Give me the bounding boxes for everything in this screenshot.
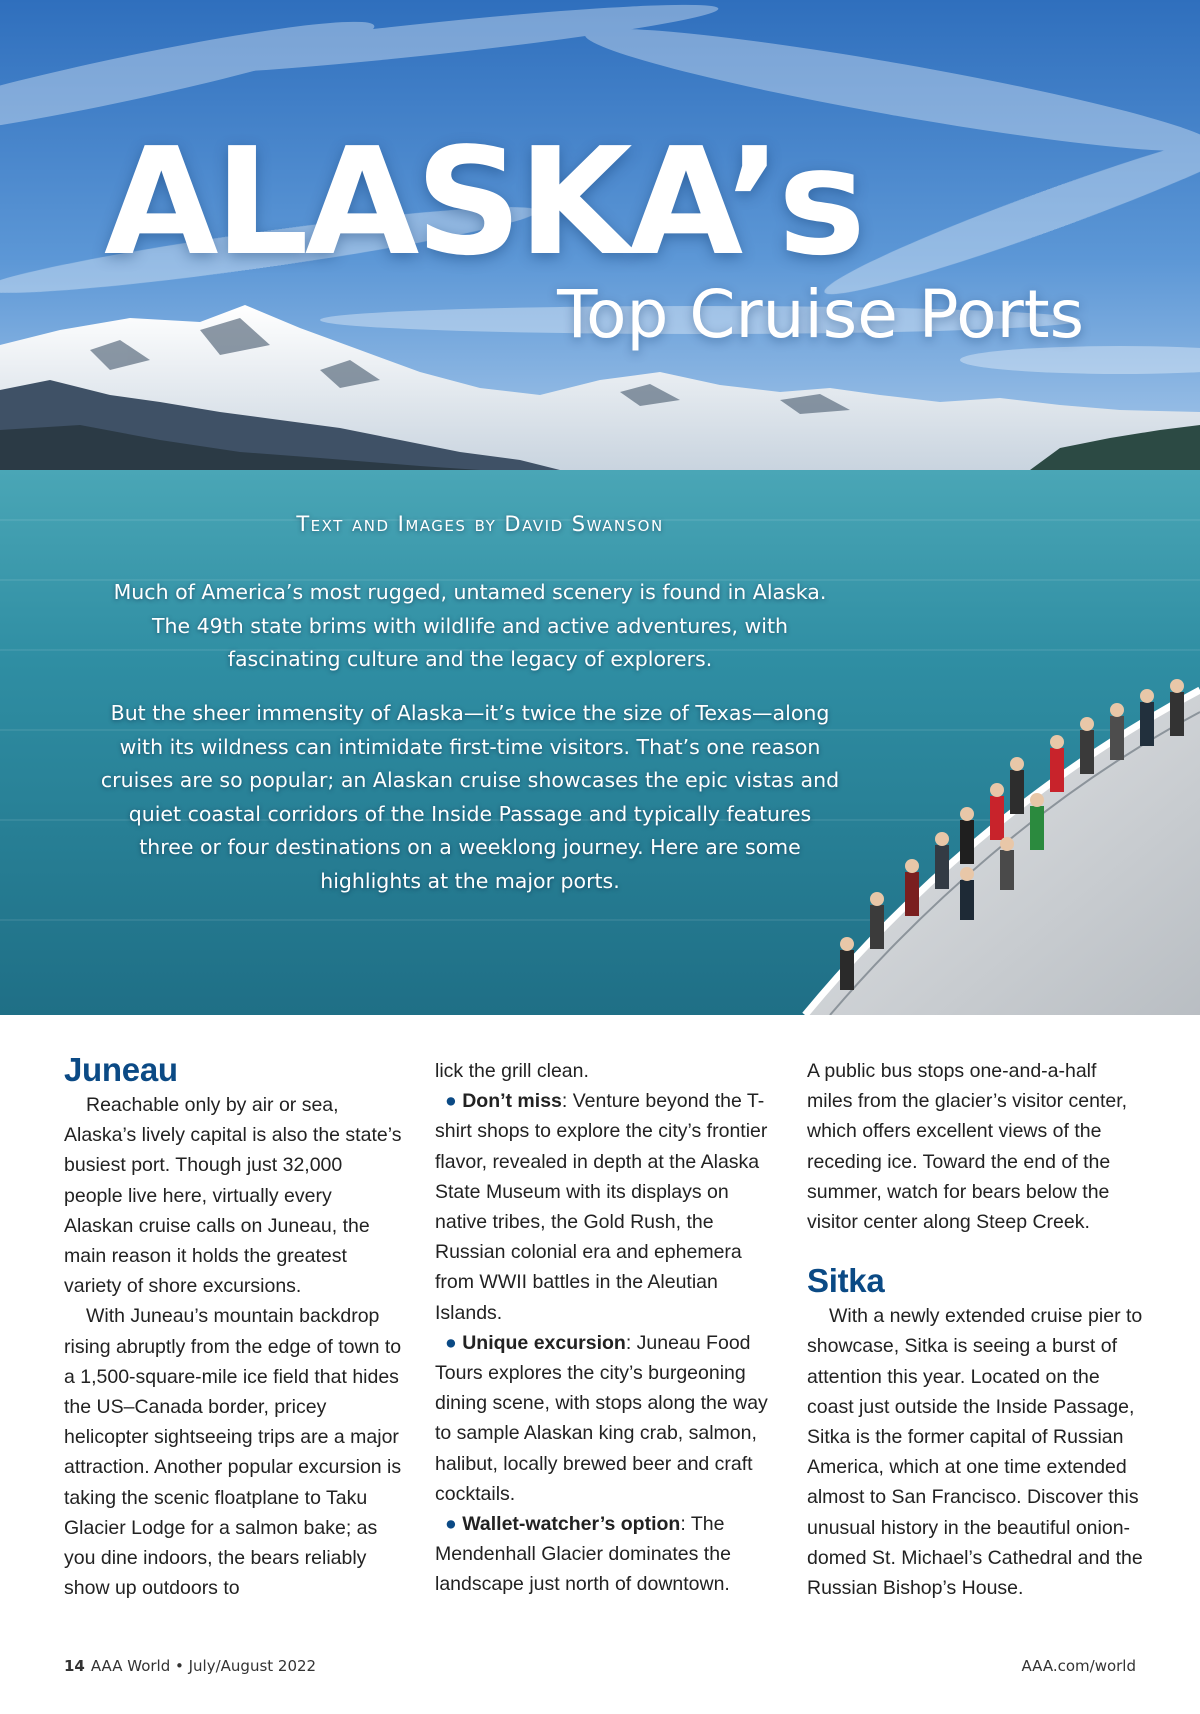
bullet-unique-excursion: [435, 1328, 775, 1509]
bullet-text: : The Mendenhall Glacier dominates the landscape just north of downtown.: [435, 1513, 731, 1596]
intro-paragraph: But the sheer immensity of Alaska—it’s twice the size of Texas—along with its wildness can intimidate first-time visitors. That’s one reason cruises are so popular; an Alaskan cruise showcases the epic vistas and quiet coastal corridors of the Inside Passage and typically features three or four destinations on a weeklong journey. Here are some highlights at the major ports.: [100, 701, 840, 893]
body-paragraph: A public bus stops one-and-a-half miles from the glacier’s visitor center, which offers excellent views of the receding ice. Toward the end of the summer, watch for bears below the visitor center along Steep Creek.: [807, 1060, 1128, 1234]
article-column-1: [64, 1050, 404, 1603]
bullet-label: Don’t miss: [462, 1090, 562, 1113]
section-heading-juneau: Juneau: [64, 1051, 178, 1088]
body-paragraph: lick the grill clean.: [435, 1060, 589, 1082]
page-number: 14: [64, 1657, 85, 1675]
body-paragraph: Reachable only by air or sea, Alaska’s lively capital is also the state’s busiest port. Though just 32,000 people live here, virtually every Alaskan cruise calls on Juneau, the main reason it holds the greatest variety of shore excursions.: [64, 1094, 402, 1298]
intro-paragraph: Much of America’s most rugged, untamed scenery is found in Alaska. The 49th state brims with wildlife and active adventures, with fascinating culture and the legacy of explorers.: [113, 580, 827, 671]
article-column-3: [807, 1056, 1147, 1603]
bullet-label: Wallet-watcher’s option: [462, 1513, 681, 1536]
body-paragraph: With a newly extended cruise pier to showcase, Sitka is seeing a burst of attention this year. Located on the coast just outside the Inside Passage, Sitka is the former capital of Russian America, which at one time extended almost to San Francisco. Discover this unusual history in the beautiful onion-domed St. Michael’s Cathedral and the Russian Bishop’s House.: [807, 1305, 1143, 1600]
bullet-text: : Juneau Food Tours explores the city’s burgeoning dining scene, with stops along the way to sample Alaskan king crab, salmon, halibut, locally brewed beer and craft cocktails.: [435, 1331, 768, 1505]
bullet-text: : Venture beyond the T-shirt shops to explore the city’s frontier flavor, revealed in depth at the Alaska State Museum with its displays on native tribes, the Gold Rush, the Russian colonial era and ephemera from WWII battles in the Aleutian Islands.: [435, 1090, 768, 1324]
bullet-dot-icon: ●: [445, 1513, 457, 1536]
byline: Text and Images by David Swanson: [296, 512, 664, 536]
body-paragraph: With Juneau’s mountain backdrop rising abruptly from the edge of town to a 1,500-square-mile ice field that hides the US–Canada border, pricey helicopter sightseeing trips are a major attraction. Another popular excursion is taking the scenic floatplane to Taku Glacier Lodge for a salmon bake; as you dine indoors, the bears reliably show up outdoors to: [64, 1305, 402, 1600]
publication-issue: AAA World • July/August 2022: [90, 1657, 317, 1675]
bullet-label: Unique excursion: [462, 1331, 626, 1354]
bullet-dot-icon: ●: [445, 1331, 457, 1354]
headline-title: ALASKA’s: [104, 116, 862, 288]
bullet-dont-miss: [435, 1086, 775, 1328]
footer-left: [64, 1657, 316, 1675]
headline-subtitle: Top Cruise Ports: [557, 276, 1084, 353]
footer-website: AAA.com/world: [1021, 1657, 1136, 1675]
article-column-2: [435, 1056, 775, 1600]
bullet-wallet-watcher: [435, 1509, 775, 1600]
bullet-dot-icon: ●: [445, 1090, 457, 1113]
section-heading-sitka: Sitka: [807, 1262, 885, 1300]
